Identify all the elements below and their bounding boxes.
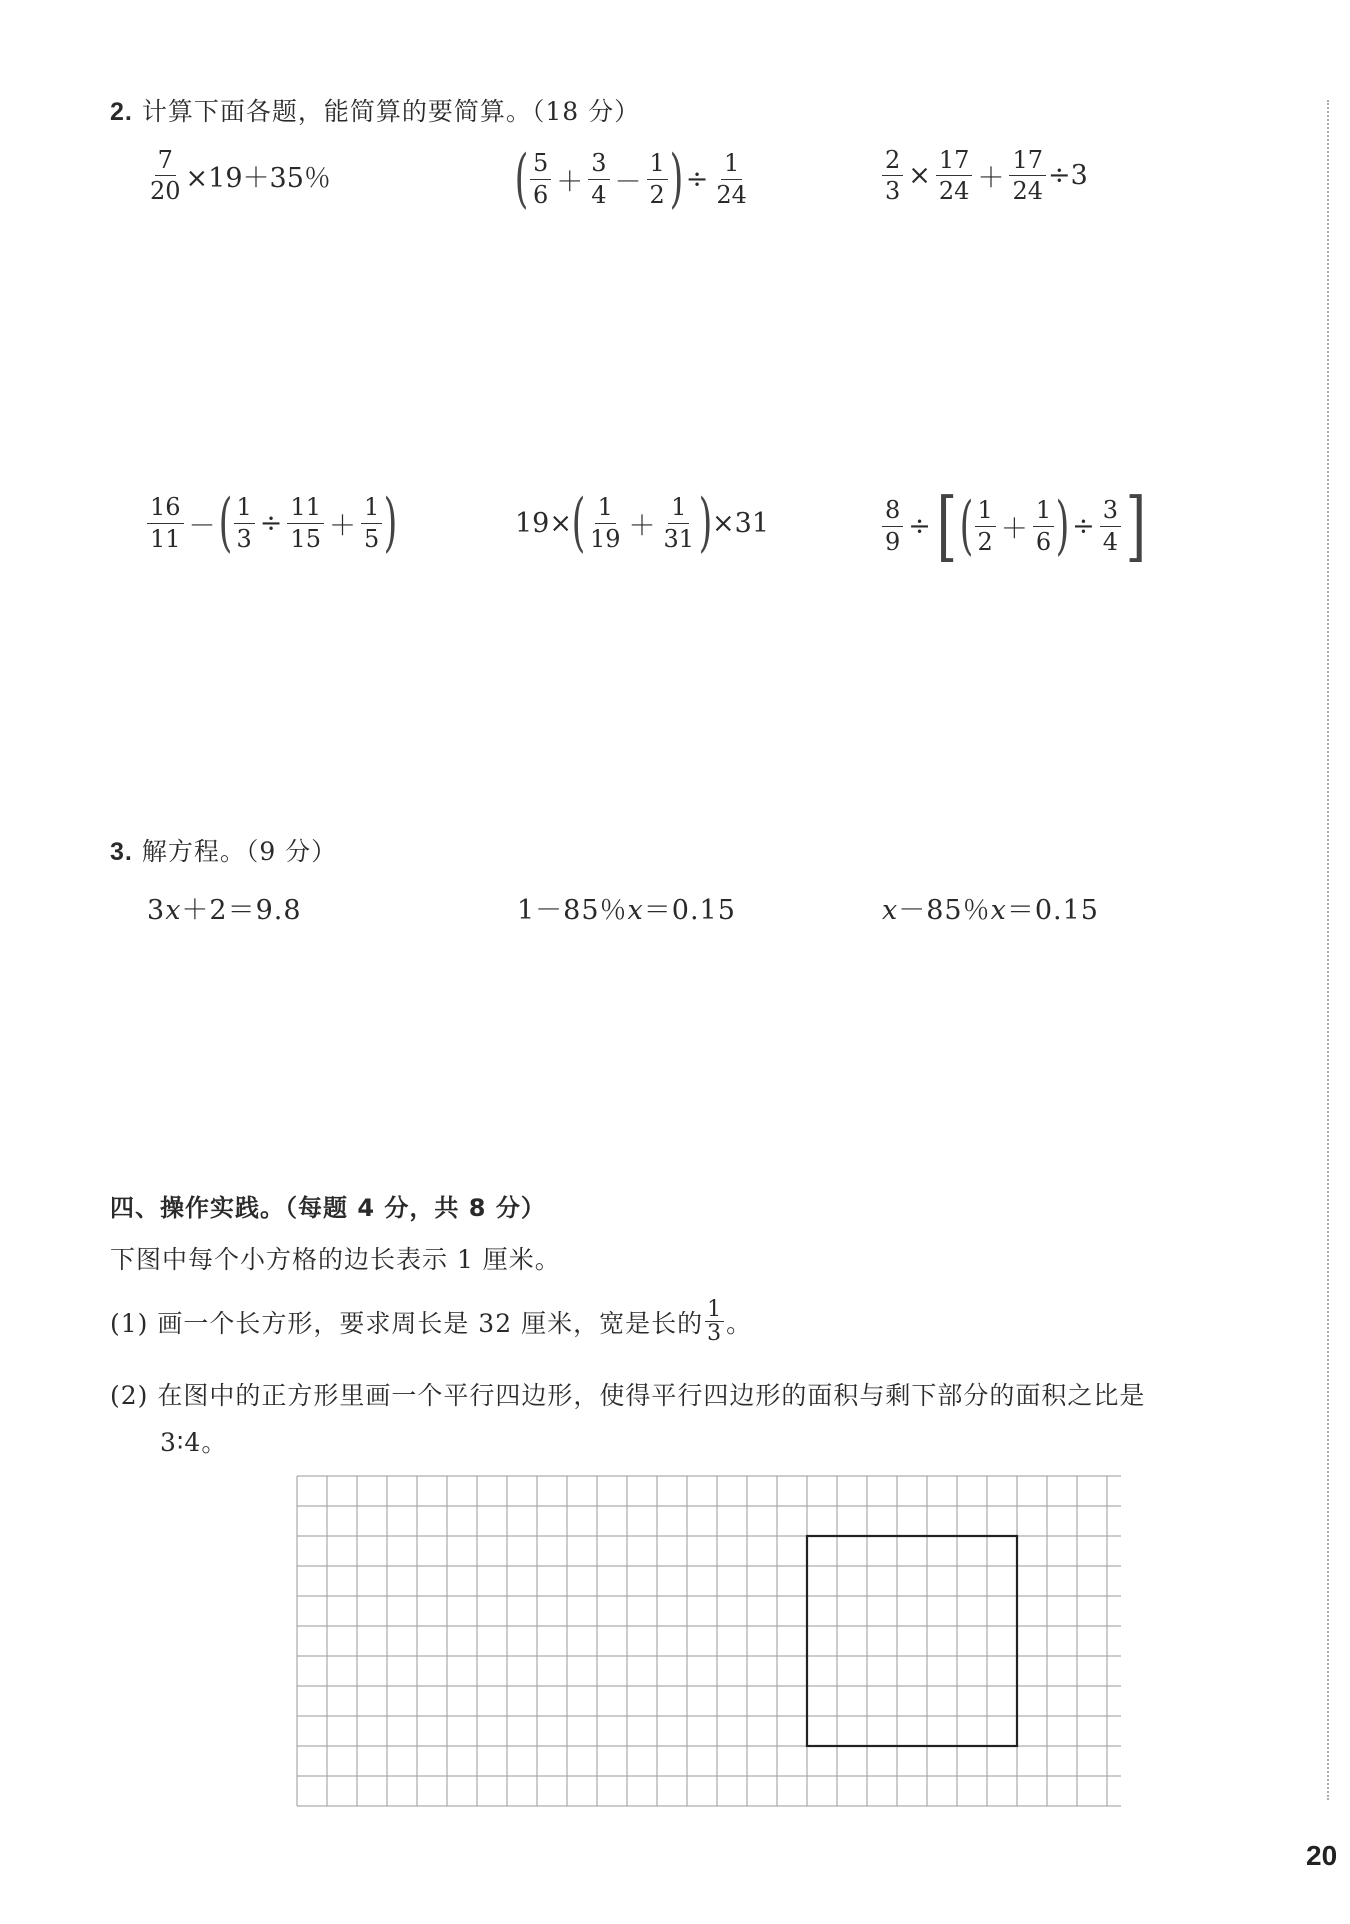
problem-1-text: (1) 画一个长方形，要求周长是 32 厘米，宽是长的 bbox=[110, 1308, 704, 1338]
fraction: $\frac{1}{5}$ bbox=[361, 494, 382, 552]
problem-2-line-2: 3∶4。 bbox=[160, 1428, 228, 1457]
fraction: $\frac{5}{6}$ bbox=[530, 150, 551, 208]
fraction: $\frac{1}{2}$ bbox=[975, 497, 996, 555]
expr-4 bbox=[145, 486, 398, 560]
expr-5 bbox=[515, 486, 769, 560]
operator: ÷ bbox=[259, 507, 283, 539]
fraction: $\frac{1}{2}$ bbox=[647, 150, 668, 208]
expr-text: ×19＋35％ bbox=[185, 163, 331, 195]
fraction: $\frac{1}{24}$ bbox=[716, 149, 747, 209]
square-grid[interactable] bbox=[295, 1474, 1121, 1811]
equation-1: 3x＋2＝9.8 bbox=[147, 895, 302, 926]
right-paren: ) bbox=[1055, 489, 1070, 563]
fraction: $\frac{17}{24}$ bbox=[1009, 147, 1046, 205]
section-4-title: 四、操作实践。（每题 4 分，共 8 分） bbox=[110, 1194, 546, 1222]
fraction: $\frac{1}{19}$ bbox=[589, 493, 621, 553]
page-number: 20 bbox=[1306, 1840, 1338, 1871]
fraction: $\frac{1}{3}$ bbox=[234, 494, 255, 552]
fraction: $\frac{17}{24}$ bbox=[936, 147, 973, 205]
operator: ＋ bbox=[1000, 513, 1028, 545]
operator: － bbox=[614, 166, 642, 198]
q3-title: 解方程。（9 分） bbox=[141, 837, 338, 866]
operator: ＋ bbox=[628, 510, 656, 542]
expr-3 bbox=[880, 147, 1088, 205]
expr-text: ×31 bbox=[712, 507, 769, 539]
right-bracket: ] bbox=[1125, 481, 1147, 570]
section-4-intro: 下图中每个小方格的边长表示 1 厘米。 bbox=[110, 1245, 561, 1274]
q2-number: 2. bbox=[110, 98, 133, 126]
operator: － bbox=[188, 510, 216, 542]
fraction: 1 3 bbox=[707, 1297, 723, 1347]
fraction: $\frac{1}{31}$ bbox=[663, 493, 695, 553]
problem-1 bbox=[110, 1298, 752, 1345]
operator: ＋ bbox=[556, 166, 584, 198]
problem-1-end: 。 bbox=[726, 1308, 753, 1338]
grid-svg[interactable] bbox=[295, 1474, 1121, 1807]
operator: ÷ bbox=[685, 163, 709, 195]
left-paren: ( bbox=[571, 486, 586, 560]
margin-dotted-line bbox=[1327, 100, 1329, 1800]
fraction: $\frac{2}{3}$ bbox=[882, 147, 903, 205]
fraction: $\frac{16}{11}$ bbox=[147, 494, 184, 552]
given-square bbox=[807, 1536, 1017, 1746]
left-paren: ( bbox=[959, 489, 973, 563]
operator: × bbox=[908, 160, 931, 192]
fraction: $\frac{1}{6}$ bbox=[1033, 497, 1054, 555]
expr-text: 19× bbox=[515, 507, 572, 539]
right-paren: ) bbox=[698, 486, 713, 560]
fraction: $\frac{3}{4}$ bbox=[588, 150, 609, 208]
fraction: $\frac{8}{9}$ bbox=[882, 497, 903, 555]
q2-heading bbox=[110, 92, 640, 128]
fraction: $\frac{3}{4}$ bbox=[1100, 497, 1121, 555]
operator: ＋ bbox=[328, 510, 356, 542]
right-paren: ) bbox=[669, 142, 684, 216]
right-paren: ) bbox=[383, 486, 398, 560]
equation-3: x－85％x＝0.15 bbox=[882, 895, 1099, 926]
expr-1 bbox=[145, 147, 331, 205]
equation-2: 1－85％x＝0.15 bbox=[517, 895, 736, 926]
q3-number: 3. bbox=[110, 838, 133, 866]
fraction: $\frac{7}{20}$ bbox=[150, 146, 181, 206]
expr-2 bbox=[514, 142, 752, 216]
left-paren: ( bbox=[218, 486, 232, 560]
problem-2-line-1: (2) 在图中的正方形里画一个平行四边形，使得平行四边形的面积与剩下部分的面积之比是 bbox=[110, 1381, 1146, 1410]
left-bracket: [ bbox=[936, 481, 958, 570]
q2-title: 计算下面各题，能简算的要简算。（18 分） bbox=[141, 97, 641, 126]
operator: ＋ bbox=[977, 163, 1005, 195]
fraction: $\frac{11}{15}$ bbox=[287, 494, 324, 552]
left-paren: ( bbox=[514, 142, 529, 216]
expr-6 bbox=[880, 481, 1149, 570]
operator: ÷ bbox=[908, 510, 931, 542]
operator: ÷ bbox=[1072, 510, 1095, 542]
expr-text: ÷3 bbox=[1048, 160, 1088, 192]
q3-heading bbox=[110, 832, 337, 868]
